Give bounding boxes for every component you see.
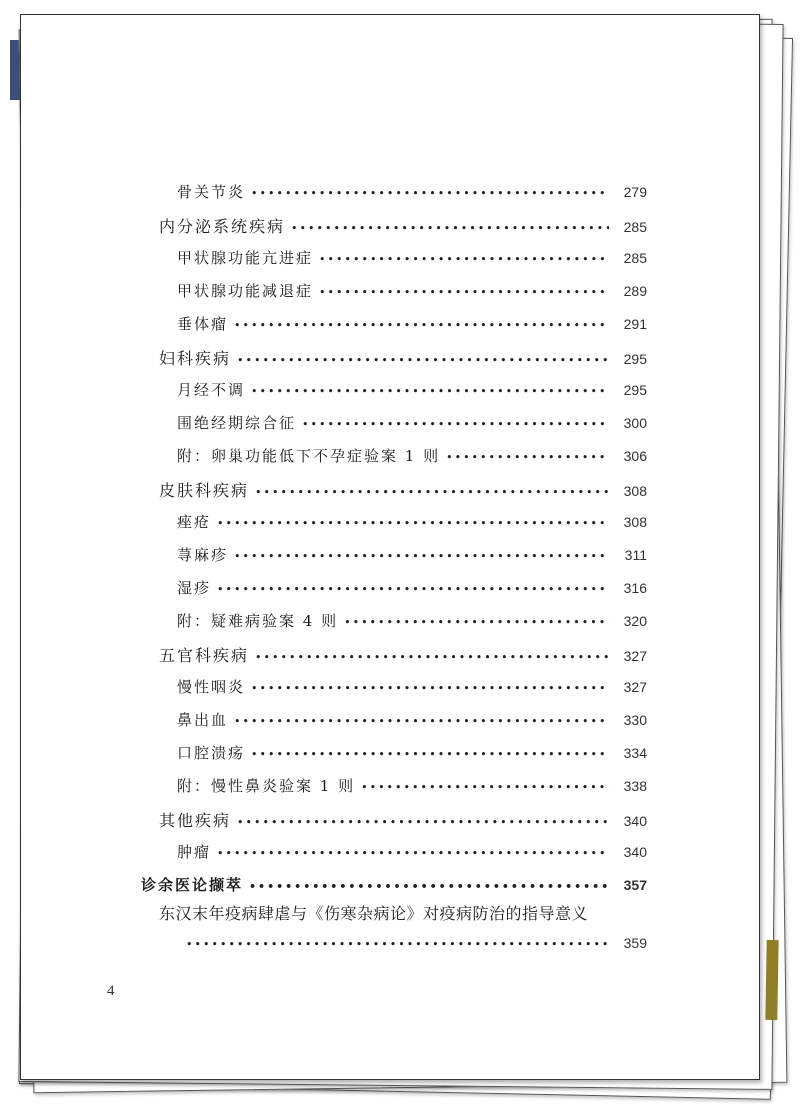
toc-entry-title: 甲状腺功能减退症 xyxy=(177,282,314,300)
toc-entry-title: 肿瘤 xyxy=(177,843,212,861)
toc-chapter-title: 诊余医论撷萃 xyxy=(141,876,244,894)
toc-entry-page: 327 xyxy=(623,648,647,664)
toc-entry[interactable] xyxy=(177,511,647,537)
leader-dots xyxy=(344,616,609,629)
leader-dots xyxy=(251,682,609,695)
leader-dots xyxy=(186,938,609,951)
toc-entry-page: 357 xyxy=(623,877,647,893)
toc-entry[interactable] xyxy=(177,577,647,603)
toc-entry-title: 湿疹 xyxy=(177,579,212,597)
leader-dots xyxy=(319,253,609,266)
toc-entry-title: 痤疮 xyxy=(177,513,212,531)
leader-dots xyxy=(237,816,609,829)
toc-entry-title: 口腔溃疡 xyxy=(177,744,246,762)
toc-page xyxy=(20,14,760,1080)
toc-entry-page: 295 xyxy=(623,382,647,398)
leader-dots xyxy=(217,847,609,860)
toc-chapter[interactable] xyxy=(141,874,647,900)
leader-dots xyxy=(251,385,609,398)
leader-dots xyxy=(446,451,609,464)
toc-entry-page: 285 xyxy=(623,250,647,266)
toc-entry-page: 316 xyxy=(623,580,647,596)
table-of-contents xyxy=(21,15,759,1079)
toc-entry-page: 338 xyxy=(623,778,647,794)
toc-entry[interactable] xyxy=(177,676,647,702)
toc-entry-page: 285 xyxy=(623,219,647,235)
toc-entry[interactable] xyxy=(177,247,647,273)
toc-section-title: 皮肤科疾病 xyxy=(159,481,250,500)
leader-dots xyxy=(237,354,609,367)
leader-dots xyxy=(217,517,609,530)
page-number: 4 xyxy=(107,983,115,999)
toc-entry-page: 308 xyxy=(623,514,647,530)
toc-entry-title: 垂体瘤 xyxy=(177,315,229,333)
toc-entry[interactable] xyxy=(177,280,647,306)
leader-dots xyxy=(249,880,609,893)
toc-entry-title: 慢性咽炎 xyxy=(177,678,246,696)
toc-entry-title: 围绝经期综合征 xyxy=(177,414,297,432)
toc-entry-page: 311 xyxy=(624,547,647,563)
toc-entry-page: 359 xyxy=(623,935,647,951)
toc-entry-page: 330 xyxy=(623,712,647,728)
toc-entry-title: 附：疑难病验案 4 则 xyxy=(177,612,339,630)
toc-entry[interactable] xyxy=(177,742,647,768)
toc-final-entry-title[interactable]: 东汉末年疫病肆虐与《伤寒杂病论》对疫病防治的指导意义 xyxy=(159,904,589,923)
toc-entry-page: 289 xyxy=(623,283,647,299)
toc-entry-title: 鼻出血 xyxy=(177,711,229,729)
leader-dots xyxy=(255,486,609,499)
toc-section[interactable] xyxy=(159,478,647,504)
toc-entry-title: 附：慢性鼻炎验案 1 则 xyxy=(177,777,356,795)
leader-dots xyxy=(251,748,609,761)
toc-entry-page: 306 xyxy=(623,448,647,464)
toc-entry-page: 279 xyxy=(623,184,647,200)
toc-entry[interactable] xyxy=(177,709,647,735)
leader-dots xyxy=(302,418,609,431)
leader-dots xyxy=(319,286,609,299)
toc-entry-page: 308 xyxy=(623,483,647,499)
toc-final-entry-continuation xyxy=(186,935,647,961)
toc-section[interactable] xyxy=(159,214,647,240)
toc-entry-page: 320 xyxy=(623,613,647,629)
leader-dots xyxy=(251,187,609,200)
leader-dots xyxy=(234,550,609,563)
leader-dots xyxy=(361,781,609,794)
toc-entry-page: 291 xyxy=(623,316,647,332)
toc-section[interactable] xyxy=(159,346,647,372)
leader-dots xyxy=(291,222,609,235)
toc-section-title: 五官科疾病 xyxy=(159,646,250,665)
toc-entry-page: 327 xyxy=(623,679,647,695)
toc-entry-title: 骨关节炎 xyxy=(177,183,246,201)
toc-entry[interactable] xyxy=(177,544,647,570)
toc-entry-page: 334 xyxy=(623,745,647,761)
toc-entry-page: 300 xyxy=(623,415,647,431)
leader-dots xyxy=(255,651,609,664)
toc-entry[interactable] xyxy=(177,412,647,438)
toc-entry[interactable] xyxy=(177,445,647,471)
book-edge-decoration-bottom xyxy=(765,940,778,1020)
leader-dots xyxy=(217,583,609,596)
toc-section-title: 妇科疾病 xyxy=(159,349,232,368)
toc-entry[interactable] xyxy=(177,775,647,801)
toc-section-title: 内分泌系统疾病 xyxy=(159,217,286,236)
toc-section[interactable] xyxy=(159,808,647,834)
toc-entry-page: 295 xyxy=(623,351,647,367)
toc-entry-title: 月经不调 xyxy=(177,381,246,399)
toc-entry-title: 荨麻疹 xyxy=(177,546,229,564)
toc-entry[interactable] xyxy=(177,610,647,636)
toc-entry[interactable] xyxy=(177,841,647,867)
leader-dots xyxy=(234,319,609,332)
toc-entry-title: 附：卵巢功能低下不孕症验案 1 则 xyxy=(177,447,441,465)
toc-entry-page: 340 xyxy=(623,813,647,829)
toc-section[interactable] xyxy=(159,643,647,669)
toc-entry[interactable] xyxy=(177,181,647,207)
toc-entry[interactable] xyxy=(177,379,647,405)
toc-entry-title: 甲状腺功能亢进症 xyxy=(177,249,314,267)
leader-dots xyxy=(234,715,609,728)
toc-section-title: 其他疾病 xyxy=(159,811,232,830)
toc-entry-page: 340 xyxy=(623,844,647,860)
toc-entry[interactable] xyxy=(177,313,647,339)
